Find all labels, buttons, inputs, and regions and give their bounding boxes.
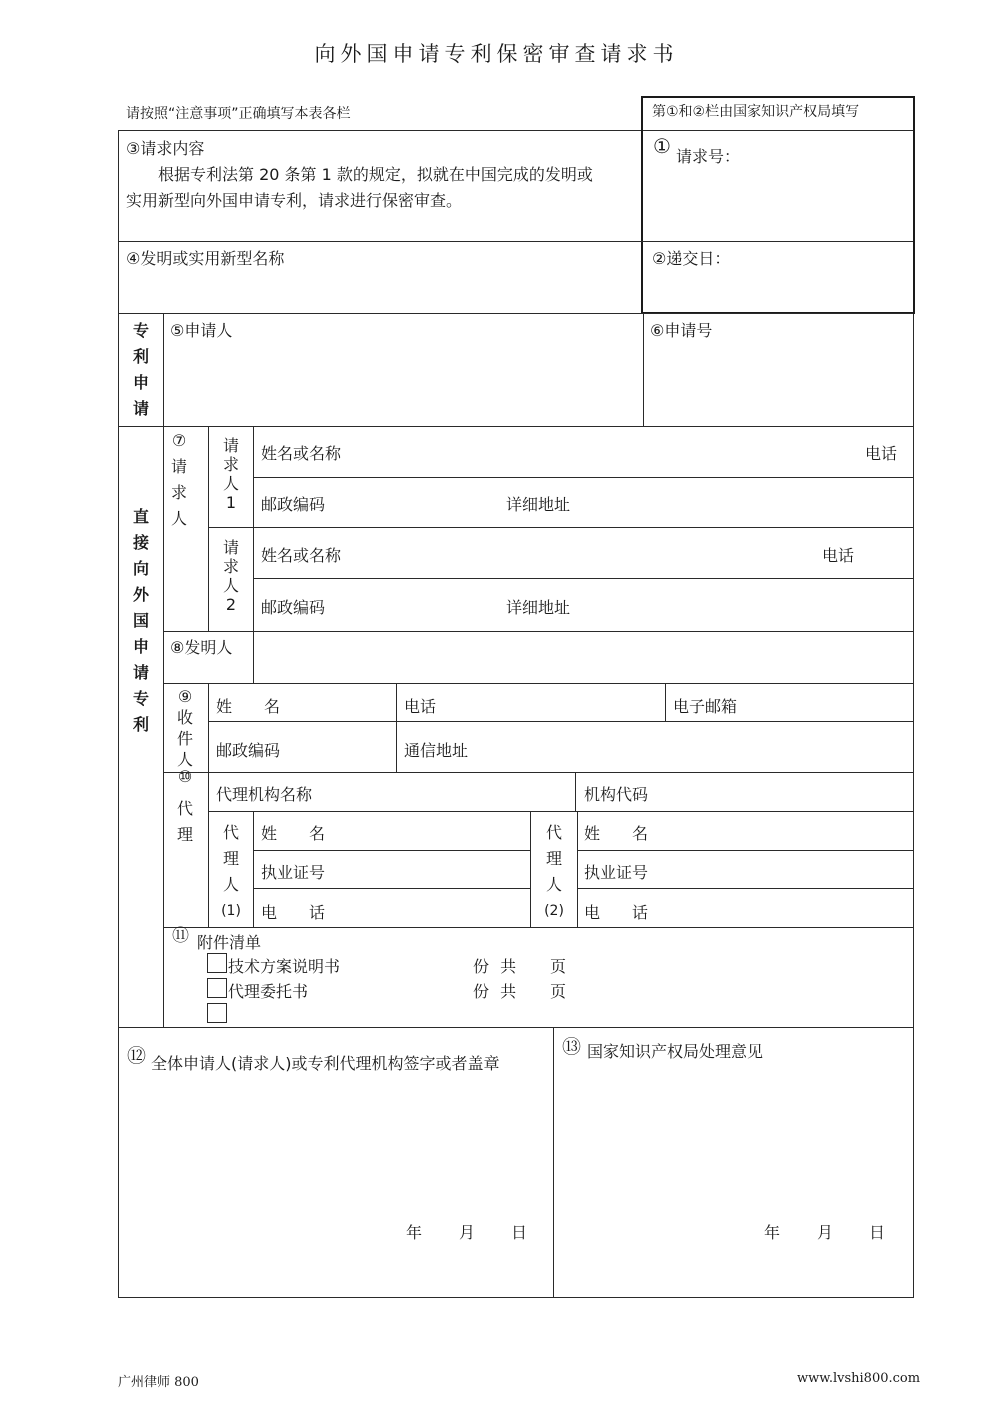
agency-name-label: 代理机构名称 [216, 785, 313, 804]
agent2-name-label: 姓 名 [584, 824, 649, 843]
requester2-phone-label: 电话 [822, 546, 855, 565]
request-no-marker: ① [653, 134, 671, 158]
agent1-tag: 代 理 人 (1) [221, 823, 241, 919]
attachment-power-of-attorney-copies: 份 共 [473, 982, 520, 1001]
requester1-postal-label: 邮政编码 [261, 495, 326, 514]
footer-right-url[interactable]: www.lvshi800.com [797, 1371, 921, 1386]
agency-code-label: 机构代码 [584, 785, 649, 804]
requester2-name-label: 姓名或名称 [261, 546, 342, 565]
requester1-phone-label: 电话 [865, 444, 898, 463]
office-opinion-month: 月 [817, 1223, 834, 1242]
recipient-phone-label: 电话 [404, 697, 437, 716]
signature-label: 全体申请人(请求人)或专利代理机构签字或者盖章 [151, 1054, 500, 1073]
signature-year: 年 [406, 1223, 423, 1242]
requester2-address-label: 详细地址 [506, 598, 571, 617]
footer-left: 广州律师 800 [118, 1375, 199, 1390]
office-opinion-year: 年 [764, 1223, 781, 1242]
direct-foreign-application-group-label: 直 接 向 外 国 申 请 专 利 [132, 507, 149, 734]
agent2-license-label: 执业证号 [584, 863, 649, 882]
request-no-label: 请求号： [676, 147, 741, 166]
requester1-postal-field[interactable] [335, 483, 495, 523]
attachment-checkbox-other[interactable] [207, 1003, 227, 1023]
requester1-name-label: 姓名或名称 [261, 444, 342, 463]
attachment-tech-spec-label: 技术方案说明书 [228, 957, 341, 976]
invention-name-field[interactable] [126, 270, 631, 308]
signature-marker: ⑫ [127, 1045, 147, 1067]
agent1-license-label: 执业证号 [261, 863, 326, 882]
attachments-label: 附件清单 [197, 933, 262, 952]
applicant-field[interactable] [170, 342, 635, 420]
attachment-tech-spec-pages: 页 [550, 957, 567, 976]
request-content-line1: 根据专利法第 20 条第 1 款的规定，拟就在中国完成的发明或 [158, 165, 593, 184]
office-opinion-marker: ⑬ [562, 1036, 582, 1058]
agent-group-label: ⑩ 代 理 [176, 767, 193, 844]
agent1-name-label: 姓 名 [261, 824, 326, 843]
inventor-label: ⑧发明人 [170, 638, 233, 657]
submit-date-label: ②递交日： [652, 249, 731, 268]
agent1-phone-label: 电 话 [261, 903, 326, 922]
signature-area[interactable] [125, 1080, 545, 1210]
recipient-email-label: 电子邮箱 [673, 697, 738, 716]
applicant-label: ⑤申请人 [170, 321, 233, 340]
attachment-tech-spec-copies: 份 共 [473, 957, 520, 976]
patent-application-group-label: 专 利 申 请 [132, 321, 149, 418]
signature-day: 日 [511, 1223, 528, 1242]
attachment-power-of-attorney-label: 代理委托书 [228, 982, 309, 1001]
fill-instruction: 请按照“注意事项”正确填写本表各栏 [126, 106, 351, 122]
agent2-phone-label: 电 话 [584, 903, 649, 922]
invention-name-label: ④发明或实用新型名称 [126, 249, 285, 268]
application-no-label: ⑥申请号 [650, 321, 713, 340]
request-no-field[interactable] [720, 140, 900, 230]
attachment-power-of-attorney-pages: 页 [550, 982, 567, 1001]
requester2-postal-field[interactable] [335, 585, 495, 625]
requester1-tag: 请 求 人 1 [222, 436, 239, 512]
recipient-name-label: 姓 名 [216, 697, 281, 716]
requester2-address-field[interactable] [580, 585, 905, 625]
office-only-note: 第①和②栏由国家知识产权局填写 [652, 104, 860, 120]
requester1-address-field[interactable] [580, 483, 905, 523]
attachment-checkbox-power-of-attorney[interactable] [207, 978, 227, 998]
requester1-name-field[interactable] [350, 432, 850, 472]
request-content-line2: 实用新型向外国申请专利，请求进行保密审查。 [126, 191, 463, 210]
page-title: 向外国申请专利保密审查请求书 [314, 42, 679, 66]
attachment-checkbox-tech-spec[interactable] [207, 953, 227, 973]
requester-group-label: ⑦ 请 求 人 [170, 431, 187, 528]
recipient-postal-label: 邮政编码 [216, 741, 281, 760]
requester1-address-label: 详细地址 [506, 495, 571, 514]
submit-date-field[interactable] [735, 246, 905, 301]
signature-month: 月 [459, 1223, 476, 1242]
requester2-name-field[interactable] [350, 533, 810, 573]
application-no-field[interactable] [650, 342, 905, 420]
attachments-marker: ⑪ [172, 926, 189, 946]
request-content-label: ③请求内容 [126, 139, 205, 158]
agent2-tag: 代 理 人 (2) [544, 823, 564, 919]
requester2-postal-label: 邮政编码 [261, 598, 326, 617]
requester2-tag: 请 求 人 2 [222, 538, 239, 614]
office-opinion-label: 国家知识产权局处理意见 [587, 1042, 764, 1061]
recipient-address-label: 通信地址 [404, 741, 469, 760]
office-opinion-day: 日 [869, 1223, 886, 1242]
inventor-field[interactable] [258, 636, 908, 679]
recipient-group-label: ⑨ 收 件 人 [176, 687, 193, 769]
